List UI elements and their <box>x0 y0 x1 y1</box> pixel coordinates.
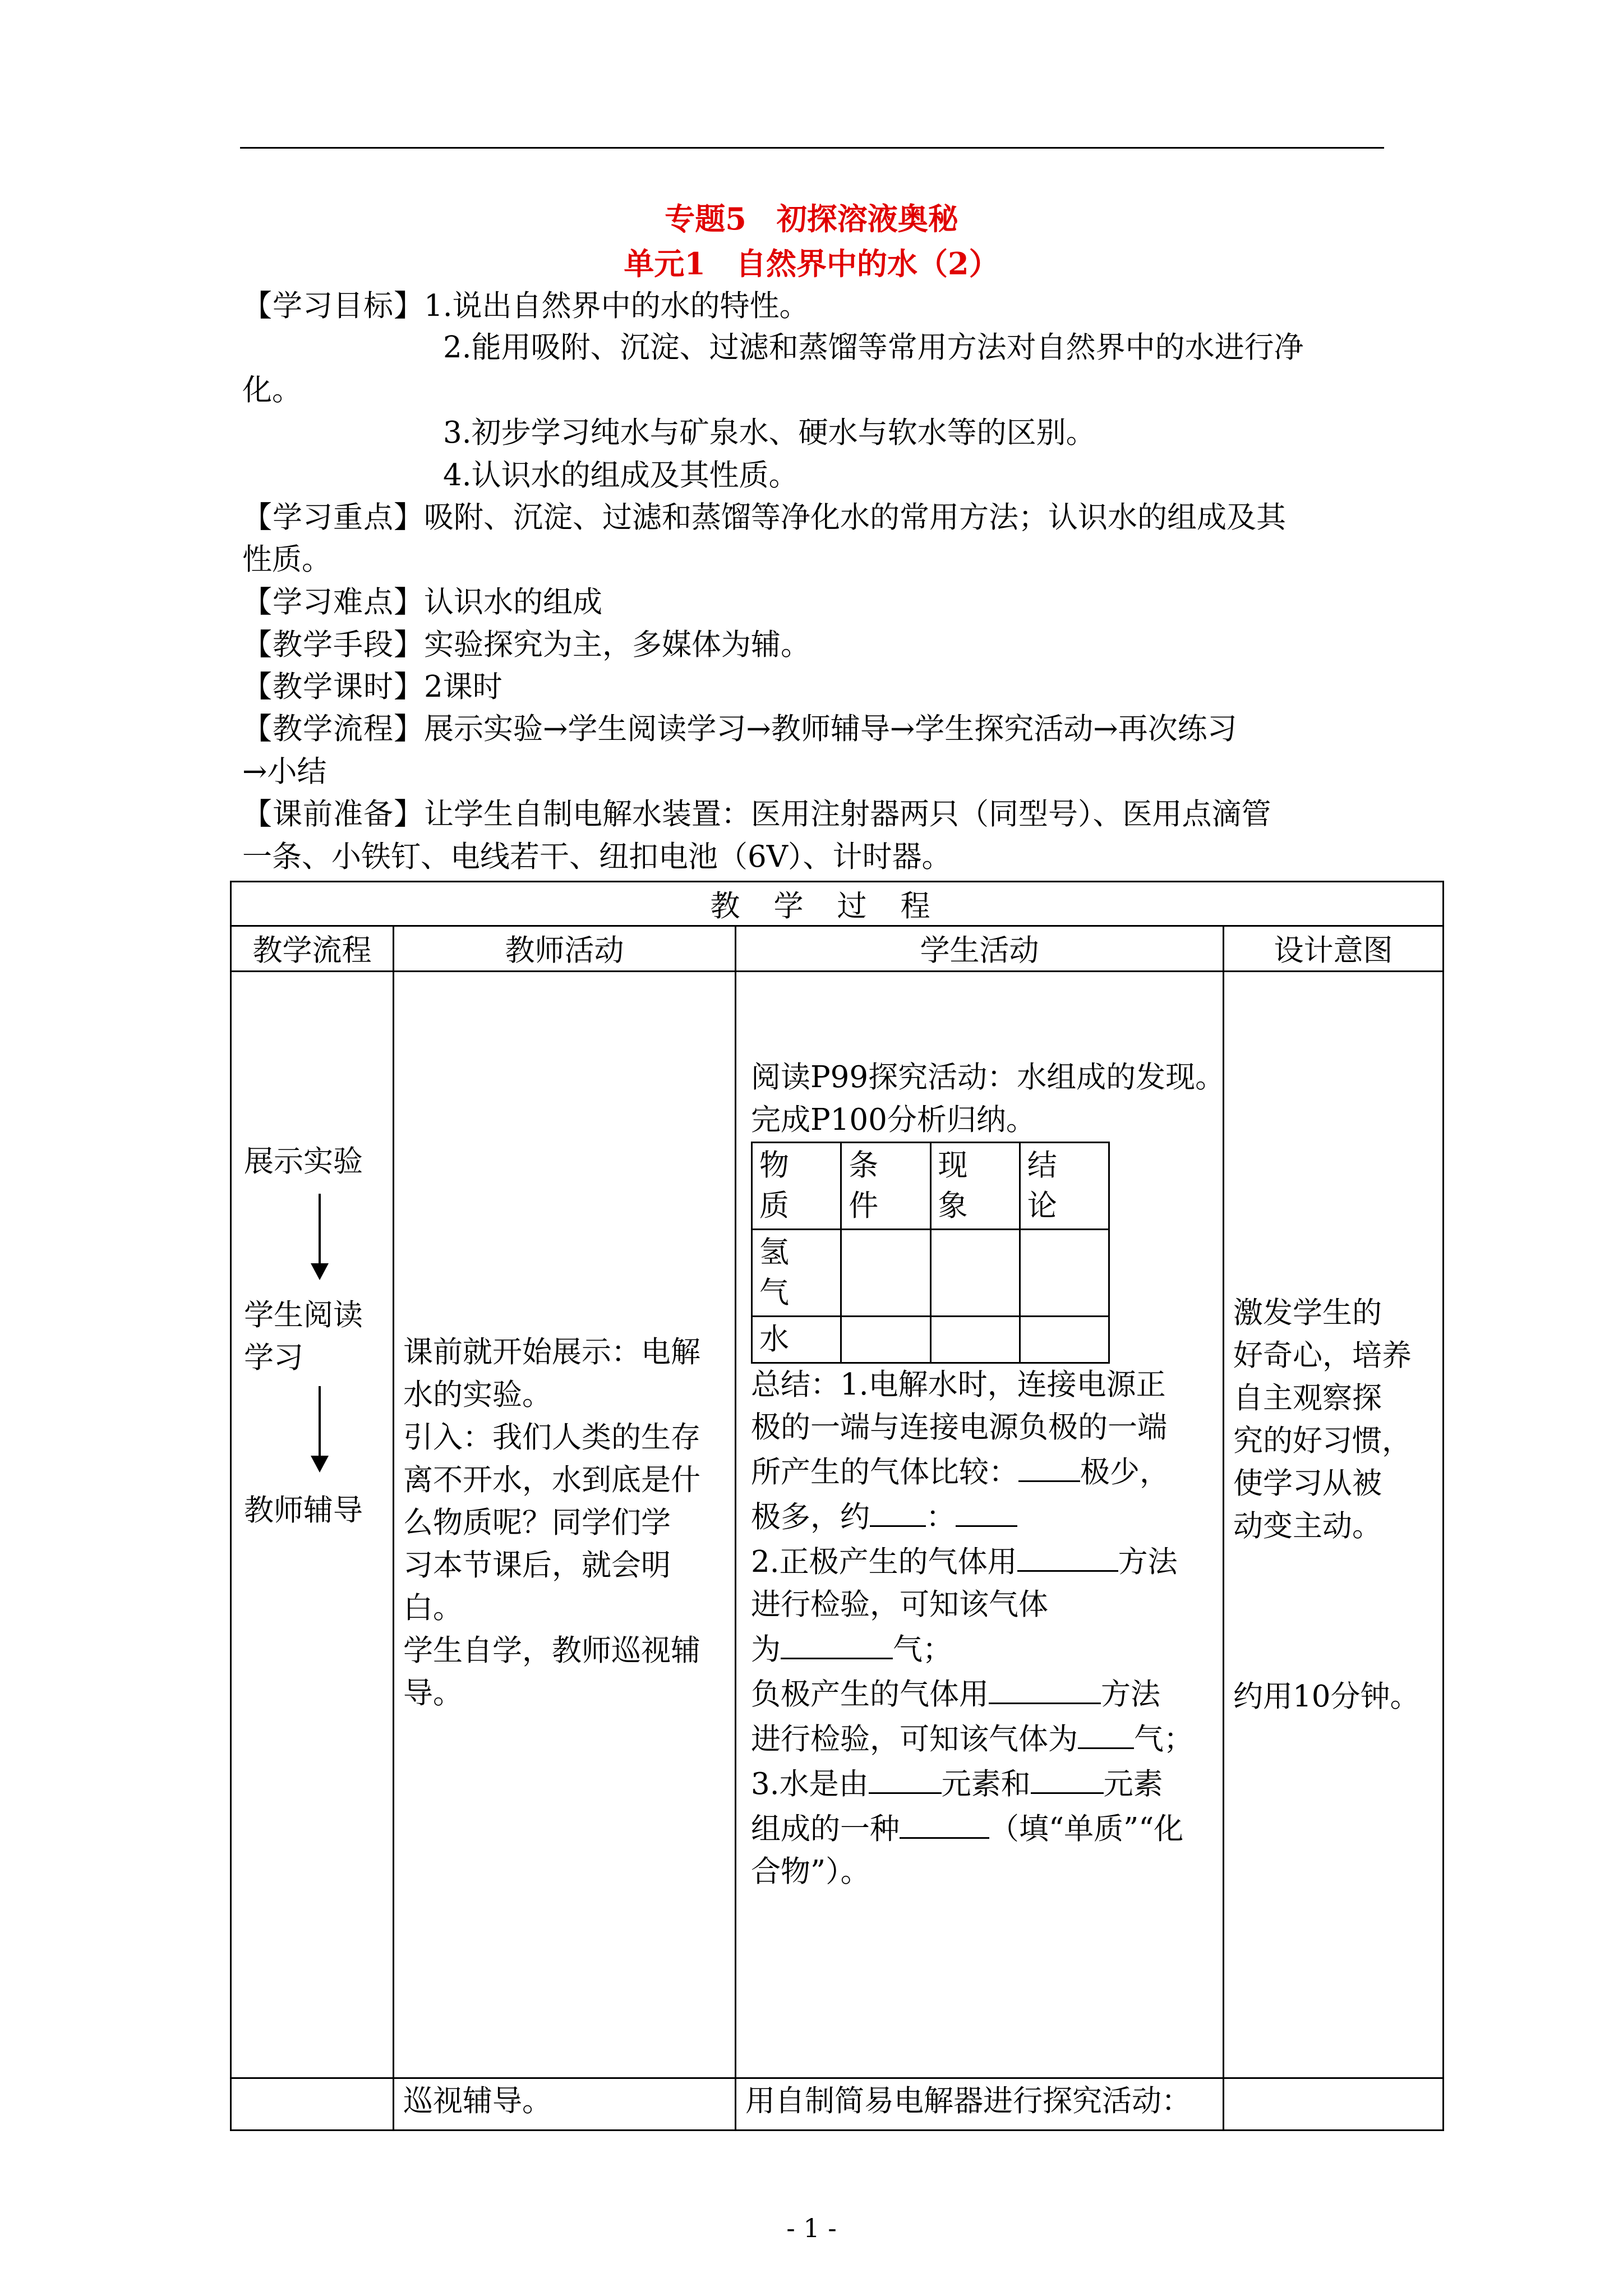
prep-line-1: 【课前准备】让学生自制电解水装置：医用注射器两只（同型号）、医用点滴管 <box>242 797 1271 831</box>
inner-cell-blank <box>1020 1317 1109 1363</box>
fill-blank[interactable] <box>1018 1449 1080 1482</box>
summary-line: 负极产生的气体用 方法 <box>751 1671 1214 1716</box>
design-line: 自主观察探 <box>1233 1381 1382 1415</box>
summary-line: 合物”）。 <box>751 1855 870 1889</box>
summary-line: 进行检验，可知该气体为 气； <box>751 1716 1214 1761</box>
prep-line-2: 一条、小铁钉、电线若干、纽扣电池（6V）、计时器。 <box>242 840 952 874</box>
student-intro-2: 完成P100分析归纳。 <box>751 1103 1036 1137</box>
inner-header-conclusion: 结论 <box>1027 1148 1057 1223</box>
focus-line-1: 【学习重点】吸附、沉淀、过滤和蒸馏等净化水的常用方法；认识水的组成及其 <box>242 500 1286 535</box>
design-time: 约用10分钟。 <box>1233 1680 1420 1714</box>
fill-blank[interactable] <box>956 1494 1017 1527</box>
fill-blank[interactable] <box>1031 1761 1104 1794</box>
teacher-line: 课前就开始展示：电解 <box>403 1335 700 1369</box>
table-caption: 教学过程 <box>231 882 1444 926</box>
teacher-line: 离不开水，水到底是什 <box>403 1463 700 1497</box>
teacher-cell <box>394 972 736 2078</box>
means-line: 【教学手段】实验探究为主，多媒体为辅。 <box>242 628 810 662</box>
goals-line-1: 【学习目标】1.说出自然界中的水的特性。 <box>242 289 809 323</box>
fill-blank[interactable] <box>870 1494 926 1527</box>
header-design: 设计意图 <box>1224 926 1444 972</box>
unit-title: 单元1 自然界中的水（2） <box>624 246 999 282</box>
design-line: 动变主动。 <box>1233 1509 1382 1543</box>
summary-line: 极的一端与连接电源负极的一端 <box>751 1410 1167 1444</box>
teacher-line: 导。 <box>403 1676 463 1710</box>
header-flow: 教学流程 <box>231 926 394 972</box>
summary-line: 为 气； <box>751 1626 1214 1671</box>
flow-step-tutor: 教师辅导 <box>244 1493 363 1527</box>
goals-line-3: 3.初步学习纯水与矿泉水、硬水与软水等的区别。 <box>443 416 1096 450</box>
arrow-down-icon <box>319 1386 321 1470</box>
focus-line-2: 性质。 <box>242 542 331 577</box>
flow-step-demo: 展示实验 <box>244 1144 363 1179</box>
design-line: 究的好习惯， <box>1233 1424 1412 1458</box>
inner-cell-blank <box>841 1317 930 1363</box>
inner-header-condition: 条件 <box>849 1148 879 1223</box>
topic-title: 专题5 初探溶液奥秘 <box>665 201 958 237</box>
process-line-1: 【教学流程】展示实验→学生阅读学习→教师辅导→学生探究活动→再次练习 <box>242 712 1237 746</box>
teacher-line: 学生自学，教师巡视辅 <box>403 1634 700 1668</box>
flow-cell <box>231 972 394 2078</box>
fill-blank[interactable] <box>869 1761 942 1794</box>
summary-line: 2.正极产生的气体用 方法 <box>751 1539 1214 1584</box>
fill-blank[interactable] <box>989 1671 1101 1704</box>
inner-cell-blank <box>930 1317 1020 1363</box>
flow-step-read: 学生阅读 <box>244 1298 363 1332</box>
inner-row-water: 水 <box>759 1322 789 1356</box>
design-line: 好奇心，培养 <box>1233 1338 1412 1373</box>
inner-cell-blank <box>841 1230 930 1317</box>
design-line: 使学习从被 <box>1233 1466 1382 1501</box>
inner-header-phenomenon: 现象 <box>938 1148 968 1223</box>
fill-blank[interactable] <box>781 1626 893 1659</box>
observation-table <box>751 1142 1110 1364</box>
fill-blank[interactable] <box>1078 1716 1134 1749</box>
student-cell <box>736 972 1224 2078</box>
inner-cell-blank <box>930 1230 1020 1317</box>
header-student: 学生活动 <box>736 926 1224 972</box>
row2-flow-cell <box>231 2078 394 2131</box>
design-line: 激发学生的 <box>1233 1296 1382 1330</box>
teacher-line: 水的实验。 <box>403 1378 552 1412</box>
row2-teacher-cell <box>394 2078 736 2131</box>
fill-blank[interactable] <box>900 1806 989 1839</box>
design-cell <box>1224 972 1444 2078</box>
row2-teacher-text: 巡视辅导。 <box>403 2084 552 2118</box>
flow-step-read-2: 学习 <box>244 1341 303 1375</box>
inner-cell-blank <box>1020 1230 1109 1317</box>
header-rule <box>240 147 1384 149</box>
row2-student-cell <box>736 2078 1224 2131</box>
goals-line-2: 2.能用吸附、沉淀、过滤和蒸馏等常用方法对自然界中的水进行净 <box>443 330 1304 365</box>
student-intro-1: 阅读P99探究活动：水组成的发现。 <box>751 1060 1225 1094</box>
teacher-line: 引入：我们人类的生存 <box>403 1420 700 1455</box>
summary-line: 极多，约 ： <box>751 1494 1214 1539</box>
goals-line-2b: 化。 <box>242 373 302 407</box>
fill-blank[interactable] <box>1017 1539 1118 1572</box>
teacher-line: 么物质呢？同学们学 <box>403 1506 671 1540</box>
process-line-2: →小结 <box>242 754 327 789</box>
teacher-line: 习本节课后，就会明白。 <box>403 1548 671 1625</box>
hours-line: 【教学课时】2课时 <box>242 670 502 704</box>
difficulty-line: 【学习难点】认识水的组成 <box>242 585 602 619</box>
summary-line: 总结：1.电解水时，连接电源正 <box>751 1368 1166 1402</box>
summary-line: 3.水是由 元素和 元素 <box>751 1761 1214 1806</box>
row2-student-text: 用自制简易电解器进行探究活动： <box>745 2084 1191 2118</box>
header-teacher: 教师活动 <box>394 926 736 972</box>
arrow-down-icon <box>319 1194 321 1278</box>
row2-design-cell <box>1224 2078 1444 2131</box>
page-number: - 1 - <box>786 2213 837 2243</box>
inner-row-hydrogen: 氢气 <box>759 1235 789 1310</box>
teaching-process-table <box>230 881 1444 2131</box>
inner-header-substance: 物质 <box>759 1148 789 1223</box>
summary-line: 所产生的气体比较： 极少， <box>751 1449 1214 1494</box>
summary-line: 进行检验，可知该气体 <box>751 1588 1048 1622</box>
goals-line-4: 4.认识水的组成及其性质。 <box>443 458 799 493</box>
summary-line: 组成的一种 （填“单质”“化 <box>751 1806 1214 1851</box>
